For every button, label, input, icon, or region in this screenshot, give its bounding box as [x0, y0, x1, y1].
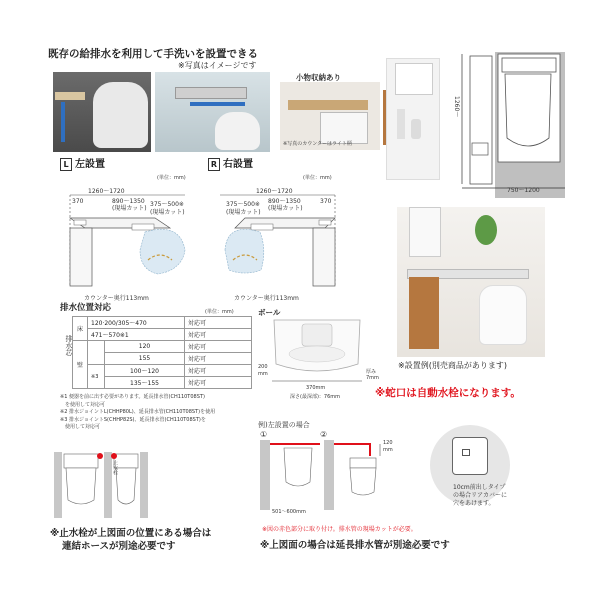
left-pipe-cut-label: (現場カット)	[150, 209, 185, 216]
wall-note: ※3	[88, 365, 105, 389]
drain-table	[72, 316, 252, 389]
range-label: 501〜600mm	[272, 509, 306, 515]
bowl-title: ボール	[258, 308, 281, 317]
bowl-thickness: 厚み	[366, 369, 377, 375]
bowl-diagram	[268, 316, 368, 391]
photo-toilet-wall-cutaway	[53, 72, 151, 152]
photo-cabinet-interior	[386, 58, 440, 180]
right-install-letter: R	[208, 158, 220, 171]
depth-dimension-label: 1260〜	[453, 96, 460, 118]
circle-2: ②	[320, 430, 328, 439]
width-dimension-label: 750〜1200	[507, 187, 540, 194]
dim-120-unit: mm	[383, 447, 393, 453]
table-row: 床 120·200/305〜470 対応可	[73, 317, 252, 329]
floor-label: 床	[73, 317, 88, 341]
photo-install-example	[397, 207, 545, 357]
bowl-height: 200	[258, 364, 268, 370]
right-pipe-cut-label: (現場カット)	[226, 209, 261, 216]
drain-table-unit: (単位：mm)	[205, 309, 234, 315]
table-row: ※3 100〜120 対応可	[73, 365, 252, 377]
wood-handle	[383, 90, 386, 145]
left-field-cut-range: 890〜1350	[112, 198, 145, 205]
bowl-depth: 深さ(最深部)：76mm	[290, 394, 341, 400]
right-counter-depth: カウンター奥行113mm	[234, 295, 299, 302]
right-field-cut-range: 890〜1350	[268, 198, 301, 205]
image-note: ※写真はイメージです	[178, 61, 257, 70]
valve-position-diagram	[52, 450, 152, 520]
dim-120: 120	[383, 440, 393, 446]
right-pipe-range: 375〜500※	[226, 201, 260, 208]
circle-1: ①	[260, 430, 268, 439]
table-row: 155 対応可	[73, 353, 252, 365]
rear-cut-note: 10cm前出しタイプ の場合リアカバーに 穴をあけます。	[453, 484, 507, 507]
photo-toilet-install	[155, 72, 270, 152]
left-example-title: 例)左設置の場合	[258, 421, 310, 429]
left-install-title: L 左設置	[60, 155, 105, 171]
bowl-height-unit: mm	[258, 371, 268, 377]
left-width-range: 1260〜1720	[88, 188, 125, 195]
bowl-thickness-value: 7mm	[366, 375, 379, 381]
left-install-diagram	[60, 190, 195, 295]
drain-footnotes: ※1 便器を前に出す必要があります。延長排水管(CH110T08ST) を使用して対応可 ※2 排水ジョイントL(CHHP80L)、延長排水管(CH110T08ST)を使用 ※3 排水ジョイントS(CHHP82S)、延長排水管(CH110T08ST)を 使用して対応可	[60, 394, 216, 430]
drain-table-title: 排水位置対応	[60, 303, 112, 313]
faucet-note: ※蛇口は自動水栓になります。	[375, 387, 521, 399]
right-dim-370: 370	[320, 198, 332, 205]
left-example-diagram	[260, 440, 390, 512]
bowl-width: 370mm	[306, 385, 326, 391]
wall-label: 壁	[73, 341, 88, 389]
small-storage-label: 小物収納あり	[296, 73, 341, 82]
right-install-title: R 右設置	[208, 155, 253, 171]
left-field-cut-label: (現場カット)	[112, 205, 147, 212]
table-row: 壁 120 対応可	[73, 341, 252, 353]
right-install-diagram	[215, 190, 350, 295]
right-field-cut-label: (現場カット)	[268, 205, 303, 212]
red-note: ※図の赤色部分に取り付け。排水管の現場カットが必要。	[262, 526, 417, 533]
right-unit: (単位：mm)	[303, 175, 332, 181]
stop-valve-label: 止水栓	[112, 460, 118, 475]
main-title: 既存の給排水を利用して手洗いを設置できる	[48, 48, 258, 60]
table-row: 471〜570※1 対応可	[73, 329, 252, 341]
table-row: 135〜155 対応可	[73, 377, 252, 389]
front-dimension-diagram	[450, 48, 580, 198]
valve-note-line2: 連結ホースが別途必要です	[62, 541, 176, 552]
left-install-letter: L	[60, 158, 72, 171]
extension-pipe-note: ※上図面の場合は延長排水管が別途必要です	[260, 540, 450, 551]
left-counter-depth: カウンター奥行113mm	[84, 295, 149, 302]
right-width-range: 1260〜1720	[256, 188, 293, 195]
valve-note-line1: ※止水栓が上図面の位置にある場合は	[50, 528, 212, 539]
left-pipe-range: 375〜500※	[150, 201, 184, 208]
install-example-caption: ※設置例(別売商品があります)	[398, 361, 507, 370]
left-dim-370: 370	[72, 198, 84, 205]
left-unit: (単位：mm)	[157, 175, 186, 181]
counter-note: ※写真のカウンターはライト柄	[283, 141, 352, 147]
drain-group-label: 排水芯	[65, 335, 73, 356]
